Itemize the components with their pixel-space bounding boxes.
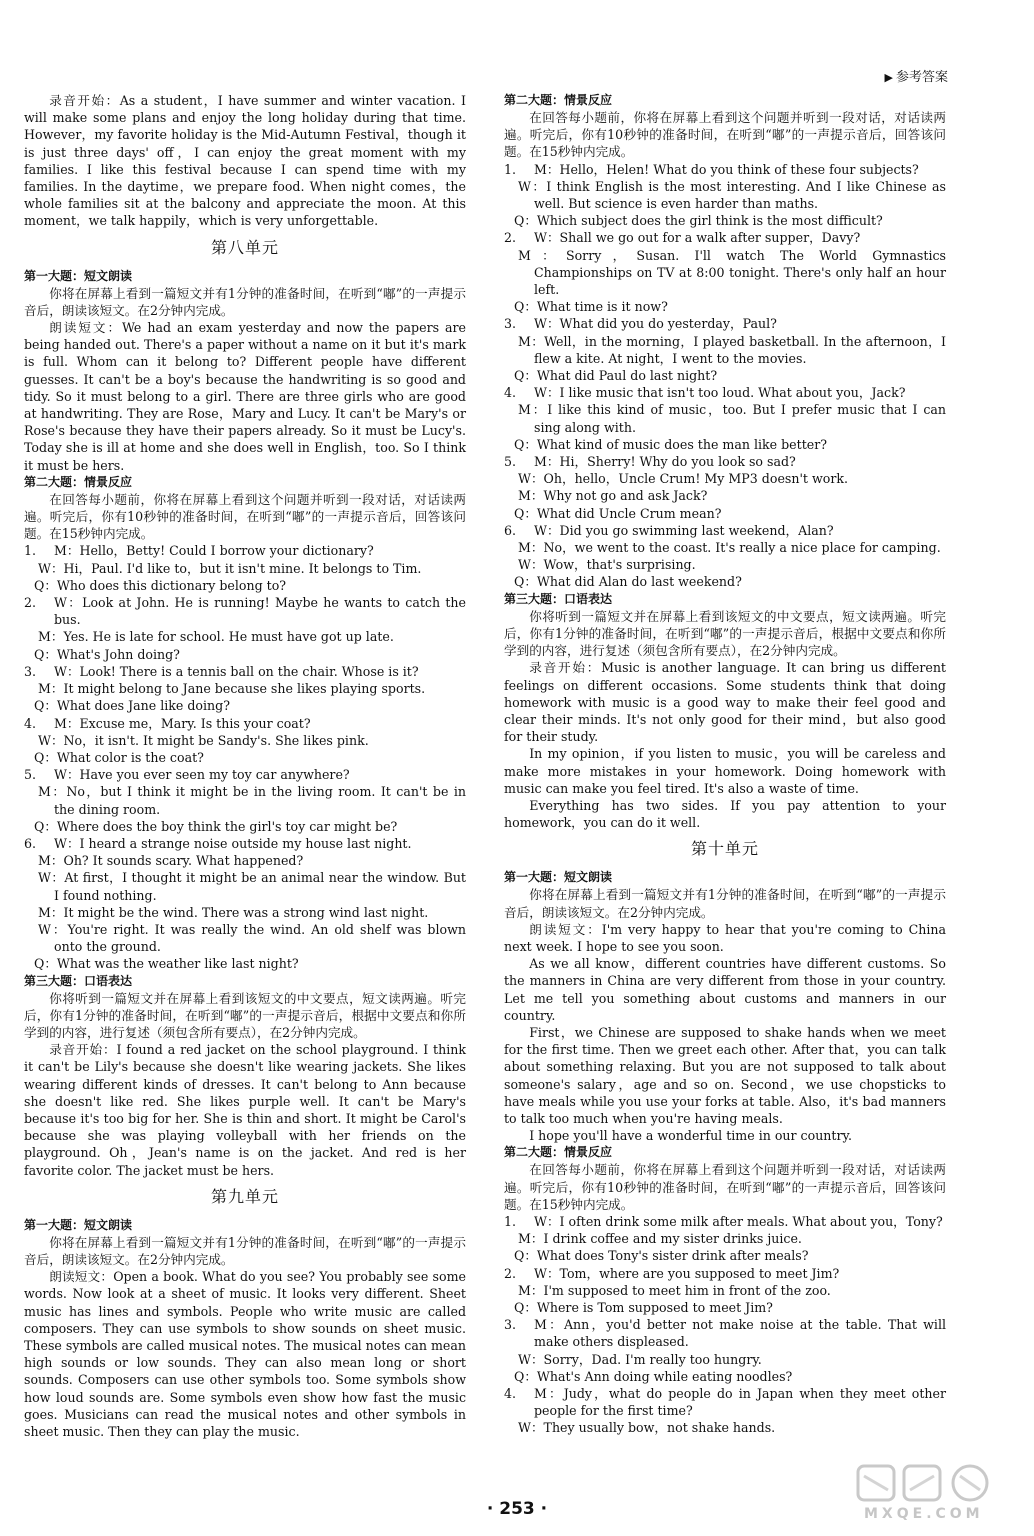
dialogue-line: M：No，we went to the coast. It's really a nice place for camping. xyxy=(518,540,941,556)
dialogue-question: Q：What did Paul do last night? xyxy=(514,368,718,384)
dialogue-line: M：Hello，Helen! What do you think of these four subjects? xyxy=(534,161,919,177)
dialogue-question: Q：What did Uncle Crum mean? xyxy=(514,505,722,521)
dialogue-question: Q：What was the weather like last night? xyxy=(34,956,299,972)
reading-passage: 朗读短文：We had an exam yesterday and now the papers are being handed out. There's a paper without a name on it but it's mark is full. Whom can it belong to? Different people have different guesses. It can't be a boy's because the handwriting is so good and tidy. So it must belong to a girl. There are three girls who are good at handwriting. They are Rose，Mary and Lucy. It can't be Mary's or Rose's because they have their papers already. So it must be Lucy's. Today she is ill at home and she does well in English，too. So I think it must be hers. xyxy=(24,320,466,473)
dialogue-question: Q：What's Ann doing while eating noodles? xyxy=(514,1368,793,1384)
dialogue-item xyxy=(24,715,466,732)
speaking-passage: In my opinion，if you listen to music，you will be careless and make more mistakes in your homework. Doing homework with music can make you feel tired. It's also a waste of time. xyxy=(504,746,946,796)
dialogue-line: W：They usually bow，not shake hands. xyxy=(518,1420,776,1436)
dialogue-line: W：I often drink some milk after meals. What about you，Tony? xyxy=(534,1213,943,1229)
item-number: 3. xyxy=(504,1317,517,1333)
section-title: 第二大题：情景反应 xyxy=(24,474,133,489)
dialogue-line: W：I heard a strange noise outside my house last night. xyxy=(54,835,412,851)
dialogue-line: W：Shall we go out for a walk after supper，Davy? xyxy=(534,230,861,246)
item-number: 3. xyxy=(24,663,37,679)
dialogue-question: Q：What does Tony's sister drink after meals? xyxy=(514,1248,809,1264)
dialogue-item xyxy=(504,1316,946,1350)
dialogue-item xyxy=(504,453,946,470)
dialogue-line: W：I think English is the most interesting. And I like Chinese as well. But science is even harder than maths. xyxy=(518,178,946,212)
unit-title: 第九单元 xyxy=(210,1186,279,1206)
reading-passage: I hope you'll have a wonderful time in our country. xyxy=(529,1128,852,1144)
dialogue-line: M：Sorry，Susan. I'll watch The World Gymnastics Championships on TV at 8:00 tonight. There's only half an hour left. xyxy=(518,247,946,298)
dialogue-line: W：You're right. It was really the wind. An old shelf was blown onto the ground. xyxy=(38,921,466,955)
speaking-passage: 录音开始：Music is another language. It can bring us different feelings on different occasions. Some students think that doing homework with music is a good way to make their feel good and clear their minds. It's not only good for their mind，but also good for their study. xyxy=(504,660,946,745)
dialogue-line: M：Why not go and ask Jack? xyxy=(518,488,708,504)
dialogue-line: W：I like music that isn't too loud. What about you，Jack? xyxy=(534,385,906,401)
dialogue-item xyxy=(24,835,466,852)
item-number: 3. xyxy=(504,316,517,332)
item-number: 5. xyxy=(24,767,37,783)
dialogue-question: Q：What color is the coat? xyxy=(34,749,204,765)
dialogue-question: Q：What kind of music does the man like better? xyxy=(514,436,827,452)
dialogue-line: W：What did you do yesterday，Paul? xyxy=(534,316,777,332)
instruction: 你将听到一篇短文并在屏幕上看到该短文的中文要点，短文读两遍。听完后，你有1分钟的准备时间，在听到“嘟”的一声提示音后，根据中文要点和你所学到的内容，进行复述（须包含所有要点），在2分钟内完成。 xyxy=(24,990,466,1040)
reading-passage: 朗读短文：Open a book. What do you see? You probably see some words. Now look at a sheet of music. It looks very different. Sheet music has lines and symbols. People who write music are called composers. They can use symbols to show sounds on sheet music. These symbols are called musical notes. The musical notes can mean high sounds or low sounds. They can also mean long or short sounds. Composers can use other symbols too. Some symbols show how loud sounds are. Some symbols even show how fast the music goes. Musicians can read the musical notes and other symbols in sheet music. Then they can play the music. xyxy=(24,1269,466,1440)
dialogue-question: Q：What did Alan do last weekend? xyxy=(514,574,742,590)
dialogue-line: M：Hello，Betty! Could I borrow your dictionary? xyxy=(54,543,374,559)
dialogue-line: M：Yes. He is late for school. He must have got up late. xyxy=(38,629,394,645)
item-number: 4. xyxy=(504,385,517,401)
dialogue-item xyxy=(504,1385,946,1419)
section-title: 第一大题：短文朗读 xyxy=(24,1217,133,1232)
dialogue-item xyxy=(504,315,946,332)
svg-text:MXQE.COM: MXQE.COM xyxy=(864,1506,984,1522)
dialogue-line: M：Judy，what do people do in Japan when they meet other people for the first time? xyxy=(534,1386,946,1419)
intro-paragraph: 录音开始：As a student，I have summer and winter vacation. I will make some plans and enjoy the long holiday during that time. However，my favorite holiday is the Mid-Autumn Festival，though it is just three days' off，I can enjoy the great moment with my families. I like this festival because I can spend time with my families. In the daytime，we prepare food. When night comes，the whole families sit at the balcony and appreciate the moon. At this moment，we talk happily，which is very unforgettable. xyxy=(24,93,466,229)
dialogue-question: Q：Which subject does the girl think is the most difficult? xyxy=(514,213,883,229)
triangle-marker-icon: ▶ xyxy=(884,71,893,84)
item-number: 2. xyxy=(504,230,517,246)
dialogue-item xyxy=(504,1265,946,1282)
dialogue-line: W：Wow，that's surprising. xyxy=(518,557,696,573)
dialogue-list xyxy=(24,542,466,972)
dialogue-line: W：At first，I thought it might be an animal near the window. But I found nothing. xyxy=(38,870,466,903)
instruction: 你将听到一篇短文并在屏幕上看到该短文的中文要点，短文读两遍。听完后，你有1分钟的准备时间，在听到“嘟”的一声提示音后，根据中文要点和你所学到的内容，进行复述（须包含所有要点），在2分钟内完成。 xyxy=(504,608,946,659)
dialogue-line: M：Ann，you'd better not make noise at the table. That will make others displeased. xyxy=(534,1317,946,1350)
dialogue-question: Q：What time is it now? xyxy=(514,299,668,315)
dialogue-item xyxy=(504,1213,946,1230)
instruction: 你将在屏幕上看到一篇短文并有1分钟的准备时间，在听到“嘟”的一声提示音后，朗读该短文。在2分钟内完成。 xyxy=(504,887,946,920)
watermark-logo xyxy=(854,1462,1004,1522)
header-label: 参考答案 xyxy=(895,70,948,85)
dialogue-line: M：I drink coffee and my sister drinks juice. xyxy=(518,1231,802,1247)
dialogue-line: W：Look at John. He is running! Maybe he wants to catch the bus. xyxy=(54,595,466,628)
dialogue-line: W：No，it isn't. It might be Sandy's. She likes pink. xyxy=(38,732,369,748)
dialogue-item xyxy=(24,594,466,628)
dialogue-list xyxy=(504,1213,946,1437)
dialogue-line: M：Excuse me，Mary. Is this your coat? xyxy=(54,715,311,731)
item-number: 1. xyxy=(504,161,517,177)
item-number: 2. xyxy=(24,595,37,611)
dialogue-line: M：Hi，Sherry! Why do you look so sad? xyxy=(534,454,796,470)
dialogue-line: M：It might be the wind. There was a strong wind last night. xyxy=(38,904,429,920)
dialogue-item xyxy=(504,522,946,539)
unit-title: 第八单元 xyxy=(210,237,279,257)
section-title: 第一大题：短文朗读 xyxy=(504,870,613,885)
dialogue-line: M：It might belong to Jane because she likes playing sports. xyxy=(38,681,426,697)
dialogue-line: M：Oh? It sounds scary. What happened? xyxy=(38,853,304,869)
item-number: 5. xyxy=(504,454,517,470)
section-title: 第三大题：口语表达 xyxy=(504,591,613,606)
dialogue-question: Q：Who does this dictionary belong to? xyxy=(34,577,287,593)
unit-title: 第十单元 xyxy=(690,839,759,859)
speaking-passage: Everything has two sides. If you pay attention to your homework，you can do it well. xyxy=(504,797,946,831)
item-number: 4. xyxy=(504,1386,517,1402)
item-number: 1. xyxy=(504,1213,517,1229)
reading-passage: First，we Chinese are supposed to shake hands when we meet for the first time. Then we greet each other. After that，you can talk about something relaxing. But you are not supposed to talk about someone's salary，age and so on. Second，we use chopsticks to have meals while you use your forks at table. Also，it's bad manners to talk too much when you're having meals. xyxy=(504,1024,946,1126)
dialogue-item xyxy=(24,766,466,783)
watermark-logo-graphic xyxy=(854,1462,1004,1522)
dialogue-question: Q：What does Jane like doing? xyxy=(34,698,230,714)
item-number: 6. xyxy=(504,522,517,538)
left-column xyxy=(24,92,466,1440)
instruction: 你将在屏幕上看到一篇短文并有1分钟的准备时间，在听到“嘟”的一声提示音后，朗读该短文。在2分钟内完成。 xyxy=(24,1234,466,1267)
dialogue-item xyxy=(504,229,946,246)
reading-passage: 朗读短文：I'm very happy to hear that you're coming to China next week. I hope to see you soon. xyxy=(504,921,946,954)
dialogue-list xyxy=(504,161,946,591)
dialogue-item xyxy=(24,542,466,559)
page-number: · 253 · xyxy=(486,1499,548,1519)
item-number: 4. xyxy=(24,715,37,731)
speaking-passage: 录音开始：I found a red jacket on the school playground. I think it can't be Lily's because she doesn't like wearing jackets. She likes wearing different kinds of dresses. It can't belong to Ann because she doesn't like red. She likes purple well. It can't be Mary's because it's too big for her. She is thin and short. It might be Carol's because she was playing volleyball with her friends on the playground. Oh，Jean's name is on the jacket. And red is her favorite color. The jacket must be hers. xyxy=(24,1042,466,1178)
dialogue-question: Q：Where is Tom supposed to meet Jim? xyxy=(514,1300,773,1315)
instruction: 在回答每小题前，你将在屏幕上看到这个问题并听到一段对话，对话读两遍。听完后，你有10秒钟的准备时间，在听到“嘟”的一声提示音后，回答该问题。在15秒钟内完成。 xyxy=(504,1162,946,1212)
item-number: 6. xyxy=(24,835,37,851)
dialogue-question: Q：Where does the boy think the girl's toy car might be? xyxy=(34,818,398,834)
dialogue-line: W：Did you go swimming last weekend，Alan? xyxy=(534,522,834,538)
reading-passage: As we all know，different countries have different customs. So the manners in China are very different from those in your country. Let me tell you something about customs and manners in our country. xyxy=(504,956,946,1023)
dialogue-item xyxy=(504,161,946,178)
dialogue-line: M：I'm supposed to meet him in front of the zoo. xyxy=(518,1282,831,1298)
item-number: 1. xyxy=(24,543,37,559)
instruction: 在回答每小题前，你将在屏幕上看到这个问题并听到一段对话，对话读两遍。听完后，你有10秒钟的准备时间，在听到“嘟”的一声提示音后，回答该问题。在15秒钟内完成。 xyxy=(504,110,946,160)
dialogue-item xyxy=(24,663,466,680)
right-column xyxy=(504,92,946,1437)
dialogue-question: Q：What's John doing? xyxy=(34,646,180,662)
dialogue-item xyxy=(504,384,946,401)
item-number: 2. xyxy=(504,1265,517,1281)
dialogue-line: M：I like this kind of music，too. But I prefer music that I can sing along with. xyxy=(518,402,946,435)
dialogue-line: W：Have you ever seen my toy car anywhere? xyxy=(54,767,350,783)
dialogue-line: W：Sorry，Dad. I'm really too hungry. xyxy=(518,1351,762,1367)
instruction: 在回答每小题前，你将在屏幕上看到这个问题并听到一段对话，对话读两遍。听完后，你有10秒钟的准备时间，在听到“嘟”的一声提示音后，回答该问题。在15秒钟内完成。 xyxy=(24,491,466,542)
section-title: 第三大题：口语表达 xyxy=(24,973,133,988)
section-title: 第一大题：短文朗读 xyxy=(24,268,133,283)
dialogue-line: M：No，but I think it might be in the living room. It can't be in the dining room. xyxy=(38,784,466,817)
dialogue-line: W：Tom，where are you supposed to meet Jim? xyxy=(534,1265,840,1281)
section-title: 第二大题：情景反应 xyxy=(504,93,613,107)
section-title: 第二大题：情景反应 xyxy=(504,1145,613,1160)
dialogue-line: W：Look! There is a tennis ball on the chair. Whose is it? xyxy=(54,663,419,679)
dialogue-line: W：Oh，hello，Uncle Crum! My MP3 doesn't work. xyxy=(518,471,849,487)
instruction: 你将在屏幕上看到一篇短文并有1分钟的准备时间，在听到“嘟”的一声提示音后，朗读该短文。在2分钟内完成。 xyxy=(24,285,466,318)
header-section-tag xyxy=(885,66,948,85)
dialogue-line: M：Well，in the morning，I played basketball. In the afternoon，I flew a kite. At night，I went to the movies. xyxy=(518,333,946,366)
dialogue-line: W：Hi，Paul. I'd like to，but it isn't mine. It belongs to Tim. xyxy=(38,560,422,576)
